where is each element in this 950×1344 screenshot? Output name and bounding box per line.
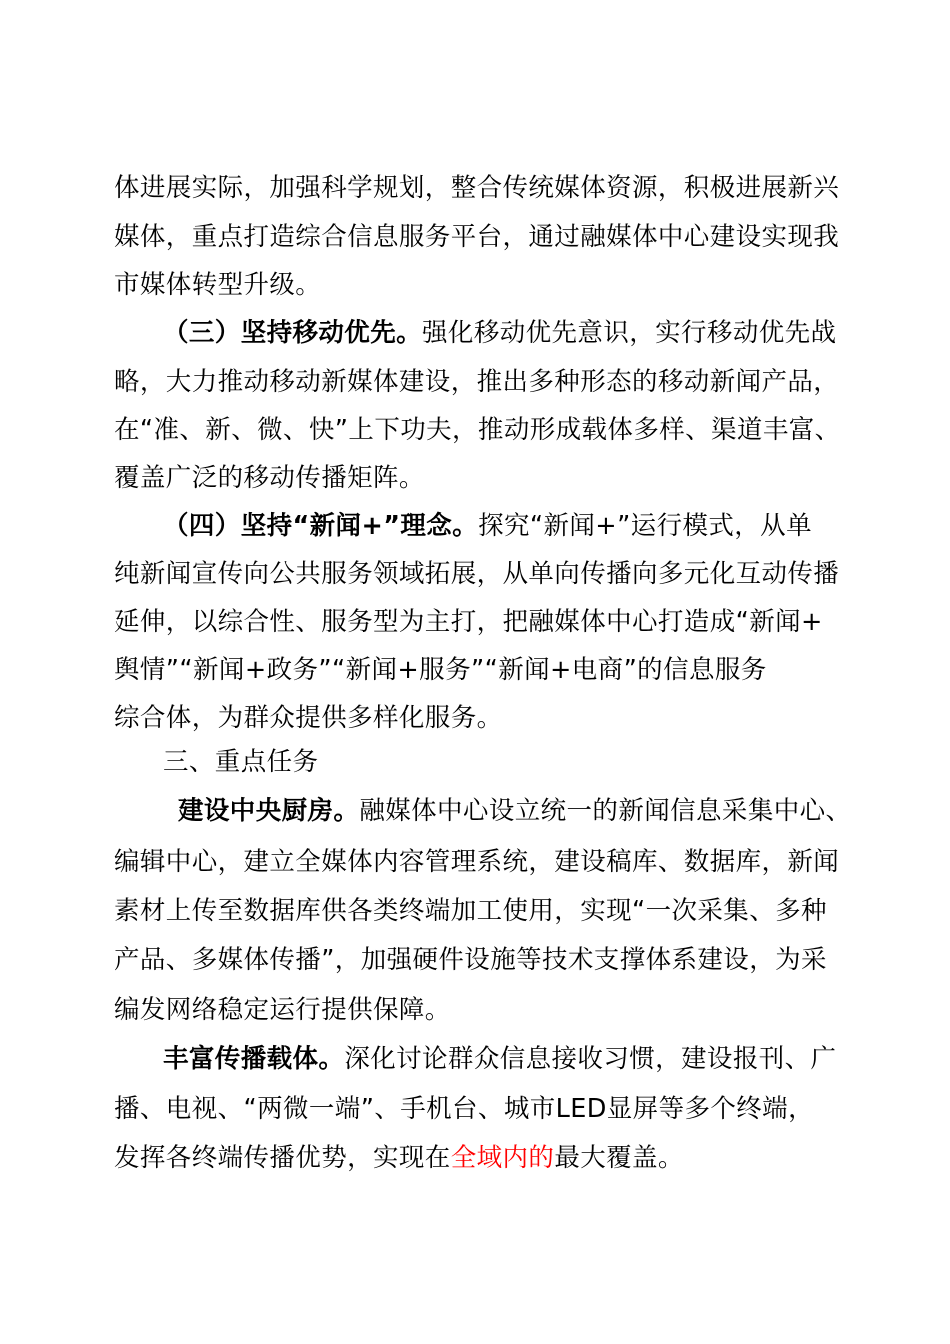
paragraph-text: 最大覆盖。 (554, 1143, 684, 1173)
paragraph-line: 素材上传至数据库供各类终端加工使用，实现“一次采集、多种 (114, 896, 827, 926)
paragraph-text: 融媒体中心设立统一的新闻信息采集中心、 (359, 796, 852, 826)
paragraph-line: 舆情”“新闻+政务”“新闻+服务”“新闻+电商”的信息服务 (114, 655, 767, 685)
paragraph-text: 探究“新闻+”运行模式，从单 (478, 511, 812, 541)
paragraph-line: 纯新闻宣传向公共服务领域拓展，从单向传播向多元化互动传播 (114, 559, 840, 589)
paragraph-line: 体进展实际，加强科学规划，整合传统媒体资源，积极进展新兴 (114, 173, 840, 203)
paragraph-line: 编发网络稳定运行提供保障。 (114, 995, 451, 1025)
paragraph-line: 在“准、新、微、快”上下功夫，推动形成载体多样、渠道丰富、 (114, 415, 841, 445)
paragraph-line: 市媒体转型升级。 (114, 270, 322, 300)
paragraph-text: 强化移动优先意识，实行移动优先战 (422, 318, 837, 348)
paragraph-line (178, 794, 851, 828)
section-title: 三、重点任务 (163, 747, 319, 777)
paragraph-line (163, 316, 836, 350)
paragraph-heading: （四）坚持“新闻+”理念。 (163, 511, 479, 541)
paragraph-text: 深化讨论群众信息接收习惯，建设报刊、广 (344, 1044, 837, 1074)
paragraph-heading: （三）坚持移动优先。 (163, 318, 423, 348)
paragraph-line (163, 1042, 836, 1076)
paragraph-text: 发挥各终端传播优势，实现在 (114, 1143, 451, 1173)
paragraph-line: 覆盖广泛的移动传播矩阵。 (114, 463, 425, 493)
paragraph-line (114, 1141, 684, 1175)
highlighted-text: 全域内的 (450, 1143, 555, 1173)
paragraph-line: 综合体，为群众提供多样化服务。 (114, 703, 503, 733)
paragraph-heading: 丰富传播载体。 (163, 1044, 345, 1074)
paragraph-line: 播、电视、“两微一端”、手机台、城市LED显屏等多个终端， (114, 1094, 814, 1124)
paragraph-line: 媒体，重点打造综合信息服务平台，通过融媒体中心建设实现我 (114, 222, 840, 252)
paragraph-line: 产品、多媒体传播”，加强硬件设施等技术支撑体系建设，为采 (114, 945, 827, 975)
paragraph-line: 略，大力推动移动新媒体建设，推出多种形态的移动新闻产品， (114, 367, 840, 397)
paragraph-line: 编辑中心，建立全媒体内容管理系统，建设稿库、数据库，新闻 (114, 847, 840, 877)
paragraph-line: 延伸，以综合性、服务型为主打，把融媒体中心打造成“新闻+ (114, 607, 823, 637)
paragraph-line (163, 509, 812, 543)
paragraph-heading: 建设中央厨房。 (178, 796, 360, 826)
